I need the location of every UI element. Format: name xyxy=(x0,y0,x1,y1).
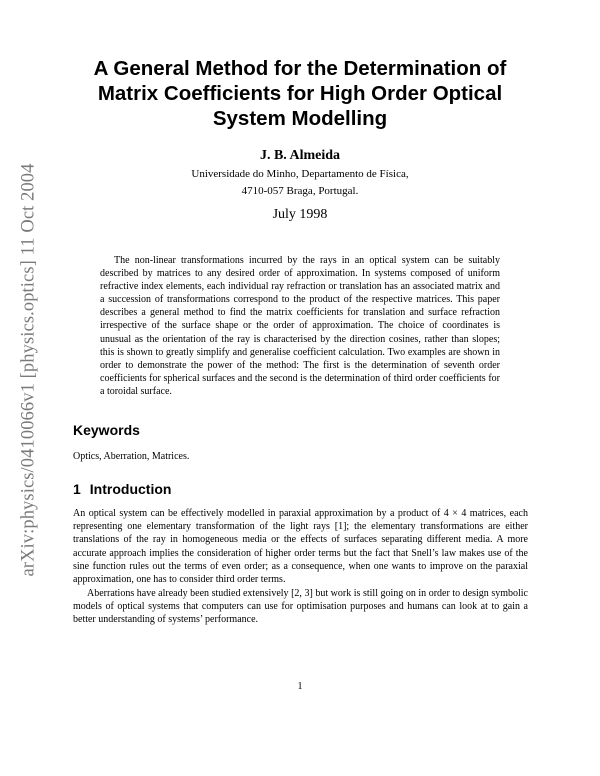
keywords-heading: Keywords xyxy=(73,422,140,438)
abstract: The non-linear transformations incurred by the rays in an optical system can be suitably described by matrices to any desired order of approximation. In systems composed of uniform refractive index elements, each individual ray refraction or translation has an associated matrix and a succession of transformations correspond to the product of the respective matrices. This paper describes a general method to find the matrix coefficients for translation and surface refraction irrespective of the surface shape or the order of approximation. The choice of coordinates is unusual as the orientation of the ray is characterised by the direction cosines, rather than slopes; this is shown to greatly simplify and generalise coefficient calculation. Two examples are shown in order to demonstrate the power of the method: The first is the determination of seventh order coefficients for spherical surfaces and the second is the determination of third order coefficients for a toroidal surface. xyxy=(100,255,500,397)
introduction-paragraph-2: Aberrations have already been studied extensively [2, 3] but work is still going on in order to design symbolic models of optical systems that computers can use for optimisation purposes and humans can look at to gain a better understanding of systems’ performance. xyxy=(73,588,528,626)
introduction-paragraph-1: An optical system can be effectively modelled in paraxial approximation by a product of 4 × 4 matrices, each representing one elementary transformation of the light rays [1]; the elementary transformations are either translations of the ray in homogeneous media or the effects of surfaces separating different media. A more accurate approach implies the consideration of higher order terms but the fact that Snell’s law makes use of the sine function rules out the terms of even order; as a consequence, when one wants to improve on the paraxial approximation, one has to consider third order terms. xyxy=(73,508,528,586)
paper-date: July 1998 xyxy=(272,207,328,222)
keywords-text: Optics, Aberration, Matrices. xyxy=(73,451,190,462)
page-number: 1 xyxy=(297,681,303,692)
author-name: J. B. Almeida xyxy=(259,148,341,163)
arxiv-identifier: arXiv:physics/0410066v1 [physics.optics] 11 Oct 2004 xyxy=(18,163,39,577)
affiliation-line-1: Universidade do Minho, Departamento de Física, xyxy=(191,168,409,180)
paper-title: A General Method for the Determination of Matrix Coefficients for High Order Optical System Modelling xyxy=(93,57,507,130)
affiliation-line-2: 4710-057 Braga, Portugal. xyxy=(241,185,359,197)
introduction-heading xyxy=(73,481,171,497)
section-title: Introduction xyxy=(89,481,172,497)
section-number: 1 xyxy=(73,481,81,497)
